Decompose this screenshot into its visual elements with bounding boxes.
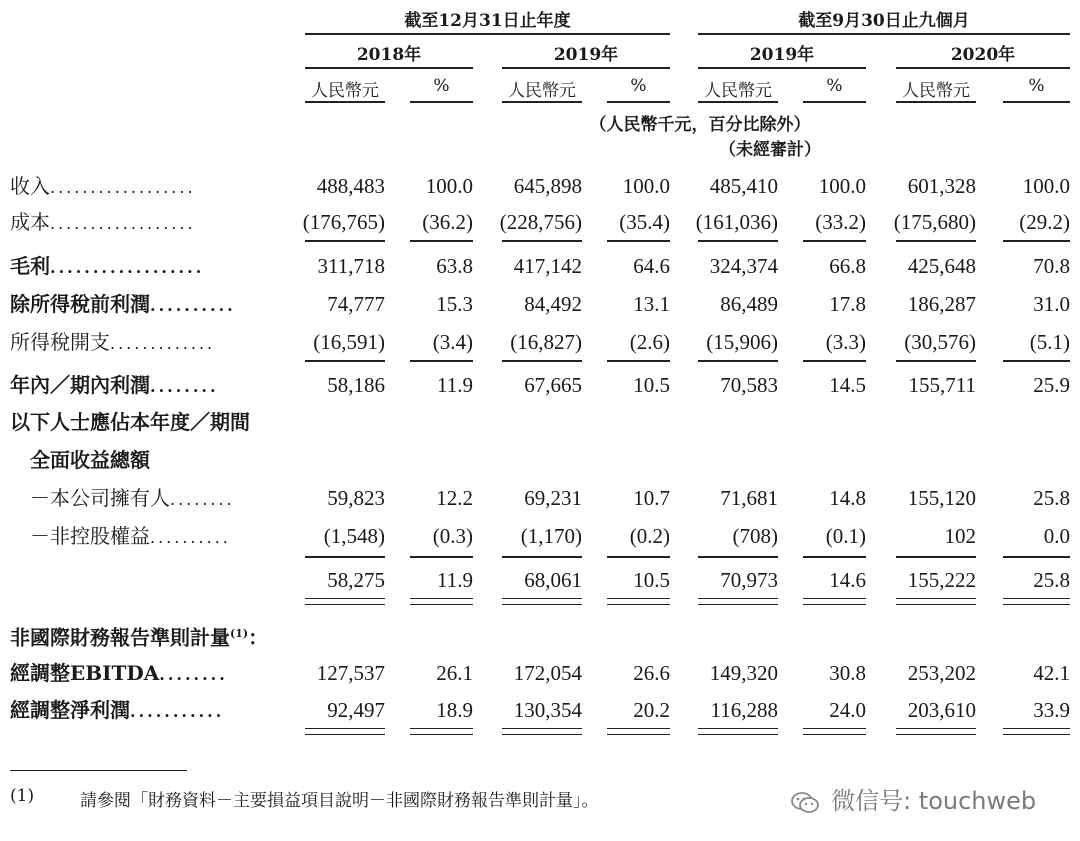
percent-cell: (0.1) — [825, 524, 866, 548]
subtotal-rule — [502, 360, 582, 362]
watermark-text: 微信号: touchweb — [831, 787, 1037, 815]
table-row — [0, 405, 1080, 439]
percent-cell: 26.6 — [633, 661, 670, 685]
percent-cell: (5.1) — [1029, 330, 1070, 354]
row-label-text: 年內／期內利潤 — [10, 373, 150, 397]
subtotal-rule — [803, 556, 866, 558]
subtotal-rule — [896, 240, 976, 242]
total-double-rule — [803, 728, 866, 735]
total-double-rule — [410, 598, 473, 605]
wechat-icon — [790, 790, 820, 820]
row-label-text: －非控股權益 — [10, 524, 150, 548]
currency-header: 人民幣元 — [508, 81, 576, 101]
subtotal-rule — [607, 240, 670, 242]
footnote-text: 請參閱「財務資料－主要損益項目說明－非國際財務報告準則計量」。 — [80, 791, 599, 811]
percent-cell: 42.1 — [1033, 661, 1070, 685]
total-double-rule — [1003, 598, 1070, 605]
sub-rule — [410, 101, 473, 103]
sub-rule — [607, 101, 670, 103]
row-label-text: 除所得稅前利潤 — [10, 292, 150, 316]
percent-header: % — [630, 76, 647, 96]
table-row — [0, 693, 1080, 727]
amount-cell: 149,320 — [709, 661, 778, 685]
subtotal-rule — [607, 556, 670, 558]
total-double-rule — [502, 598, 582, 605]
percent-cell: 70.8 — [1033, 254, 1070, 278]
total-double-rule — [803, 598, 866, 605]
percent-cell: (0.3) — [432, 524, 473, 548]
percent-cell: (2.6) — [629, 330, 670, 354]
amount-cell: (1,170) — [520, 524, 582, 548]
percent-cell: 100.0 — [818, 174, 866, 198]
percent-cell: 64.6 — [633, 254, 670, 278]
amount-cell: 324,374 — [709, 254, 778, 278]
sub-rule — [803, 101, 866, 103]
year-header-2020: 2020年 — [950, 45, 1016, 65]
header-group-nine-months: 截至9月30日止九個月 — [798, 11, 970, 31]
row-label — [10, 519, 231, 555]
subtotal-rule — [502, 240, 582, 242]
subtotal-rule — [305, 556, 385, 558]
subtotal-rule — [305, 240, 385, 242]
total-double-rule — [698, 728, 778, 735]
row-label — [10, 249, 204, 285]
year-header-2019a: 2019年 — [553, 45, 619, 65]
percent-cell: 33.9 — [1033, 698, 1070, 722]
percent-cell: 12.2 — [436, 486, 473, 510]
amount-cell: (176,765) — [302, 210, 385, 234]
currency-header: 人民幣元 — [311, 81, 379, 101]
leader-dots: .................. — [50, 178, 196, 197]
amount-cell: 155,711 — [908, 373, 976, 397]
row-label — [10, 405, 250, 439]
total-double-rule — [896, 598, 976, 605]
percent-cell: 63.8 — [436, 254, 473, 278]
subtotal-rule — [410, 556, 473, 558]
amount-cell: 68,061 — [524, 568, 582, 592]
subtotal-rule — [896, 360, 976, 362]
table-row — [0, 563, 1080, 597]
amount-cell: (15,906) — [706, 330, 778, 354]
percent-cell: 10.5 — [633, 568, 670, 592]
amount-cell: 417,142 — [513, 254, 582, 278]
amount-cell: 70,973 — [720, 568, 778, 592]
percent-cell: 18.9 — [436, 698, 473, 722]
subtotal-rule — [803, 240, 866, 242]
amount-cell: 58,275 — [327, 568, 385, 592]
subtotal-rule — [698, 556, 778, 558]
amount-cell: 59,823 — [327, 486, 385, 510]
row-label — [10, 368, 219, 404]
percent-cell: 20.2 — [633, 698, 670, 722]
sub-rule — [1003, 101, 1070, 103]
row-label — [10, 481, 235, 517]
table-row — [0, 519, 1080, 553]
row-label-text: 非國際財務報告準則計量 — [10, 625, 230, 650]
amount-cell: 70,583 — [720, 373, 778, 397]
total-double-rule — [1003, 728, 1070, 735]
watermark — [790, 781, 1036, 820]
row-label — [10, 693, 224, 729]
year-header-2018: 2018年 — [356, 45, 422, 65]
amount-cell: 71,681 — [720, 486, 778, 510]
amount-cell: 74,777 — [327, 292, 385, 316]
sub-rule — [305, 101, 385, 103]
row-label-text: 所得稅開支 — [10, 330, 110, 354]
percent-cell: (36.2) — [422, 210, 473, 234]
leader-dots: ........ — [170, 490, 235, 509]
leader-dots: .................. — [50, 214, 196, 233]
amount-cell: 645,898 — [513, 174, 582, 198]
percent-cell: 100.0 — [622, 174, 670, 198]
header-group-year-ended: 截至12月31日止年度 — [404, 11, 571, 31]
percent-cell: (33.2) — [815, 210, 866, 234]
amount-cell: (30,576) — [904, 330, 976, 354]
percent-cell: 31.0 — [1033, 292, 1070, 316]
currency-header: 人民幣元 — [704, 81, 772, 101]
total-double-rule — [698, 598, 778, 605]
amount-cell: 203,610 — [907, 698, 976, 722]
total-double-rule — [410, 728, 473, 735]
percent-cell: 15.3 — [436, 292, 473, 316]
footnote-rule — [10, 770, 187, 771]
subtotal-rule — [803, 360, 866, 362]
footnote-marker: (1) — [10, 786, 35, 806]
subtotal-rule — [698, 360, 778, 362]
row-label-suffix: ： — [248, 625, 269, 650]
percent-cell: (29.2) — [1019, 210, 1070, 234]
amount-cell: 116,288 — [710, 698, 778, 722]
row-label — [10, 287, 236, 323]
percent-cell: 13.1 — [633, 292, 670, 316]
table-row — [0, 287, 1080, 321]
row-label — [10, 617, 268, 655]
amount-cell: 186,287 — [907, 292, 976, 316]
percent-header: % — [433, 76, 450, 96]
unaudited-note: （未經審計） — [719, 140, 821, 160]
group2-rule — [698, 33, 1070, 35]
table-row — [0, 368, 1080, 402]
total-double-rule — [305, 598, 385, 605]
percent-cell: 100.0 — [1022, 174, 1070, 198]
percent-cell: 11.9 — [437, 373, 473, 397]
percent-header: % — [1028, 76, 1045, 96]
amount-cell: 58,186 — [327, 373, 385, 397]
percent-cell: 0.0 — [1043, 524, 1070, 548]
amount-cell: 69,231 — [524, 486, 582, 510]
subtotal-rule — [607, 360, 670, 362]
table-row — [0, 249, 1080, 283]
sub-rule — [698, 101, 778, 103]
percent-cell: 100.0 — [425, 174, 473, 198]
row-label-text: 經調整淨利潤 — [10, 698, 130, 722]
currency-header: 人民幣元 — [902, 81, 970, 101]
table-row — [0, 656, 1080, 690]
subtotal-rule — [1003, 240, 1070, 242]
amount-cell: 127,537 — [316, 661, 385, 685]
table-row — [0, 481, 1080, 515]
amount-cell: 67,665 — [524, 373, 582, 397]
row-label-text: －本公司擁有人 — [10, 486, 170, 510]
percent-cell: 66.8 — [829, 254, 866, 278]
amount-cell: (228,756) — [499, 210, 582, 234]
total-double-rule — [607, 598, 670, 605]
amount-cell: (175,680) — [893, 210, 976, 234]
row-label-text: 成本 — [10, 210, 50, 234]
unit-note: （人民幣千元，百分比除外） — [589, 115, 811, 135]
amount-cell: 488,483 — [316, 174, 385, 198]
footnote-ref: (1) — [230, 627, 249, 640]
percent-cell: (0.2) — [629, 524, 670, 548]
year-header-2019b: 2019年 — [749, 45, 815, 65]
percent-cell: (3.3) — [825, 330, 866, 354]
amount-cell: 485,410 — [709, 174, 778, 198]
percent-cell: 14.6 — [829, 568, 866, 592]
percent-cell: 10.5 — [633, 373, 670, 397]
row-label — [10, 656, 228, 692]
row-label-text: 毛利 — [10, 254, 50, 278]
leader-dots: ........ — [150, 377, 219, 396]
percent-cell: 17.8 — [829, 292, 866, 316]
year-rule-2020 — [896, 67, 1070, 69]
row-label — [10, 205, 196, 241]
sub-rule — [896, 101, 976, 103]
amount-cell: 601,328 — [907, 174, 976, 198]
row-label-text: 以下人士應佔本年度／期間 — [10, 410, 250, 434]
amount-cell: (708) — [732, 524, 778, 548]
amount-cell: 86,489 — [720, 292, 778, 316]
leader-dots: .................. — [50, 258, 205, 277]
percent-cell: 30.8 — [829, 661, 866, 685]
percent-cell: 25.8 — [1033, 486, 1070, 510]
percent-cell: (3.4) — [432, 330, 473, 354]
group1-rule — [305, 33, 670, 35]
table-row — [0, 443, 1080, 477]
amount-cell: (16,827) — [510, 330, 582, 354]
amount-cell: 172,054 — [513, 661, 582, 685]
amount-cell: (161,036) — [695, 210, 778, 234]
subtotal-rule — [410, 360, 473, 362]
percent-cell: 14.5 — [829, 373, 866, 397]
percent-cell: 25.8 — [1033, 568, 1070, 592]
total-double-rule — [502, 728, 582, 735]
amount-cell: 155,222 — [907, 568, 976, 592]
percent-cell: 14.8 — [829, 486, 866, 510]
amount-cell: (1,548) — [323, 524, 385, 548]
amount-cell: 102 — [944, 524, 976, 548]
subtotal-rule — [698, 240, 778, 242]
subtotal-rule — [1003, 556, 1070, 558]
leader-dots: .......... — [150, 296, 236, 315]
row-label-text: 經調整EBITDA — [10, 661, 160, 685]
amount-cell: 130,354 — [513, 698, 582, 722]
percent-cell: 24.0 — [829, 698, 866, 722]
percent-cell: 11.9 — [437, 568, 473, 592]
subtotal-rule — [896, 556, 976, 558]
total-double-rule — [896, 728, 976, 735]
leader-dots: ............. — [110, 334, 216, 353]
row-label-text: 收入 — [10, 174, 50, 198]
leader-dots: ........... — [130, 702, 225, 721]
row-label — [10, 443, 150, 477]
total-double-rule — [607, 728, 670, 735]
year-rule-2018 — [305, 67, 473, 69]
percent-cell: 10.7 — [633, 486, 670, 510]
amount-cell: 155,120 — [907, 486, 976, 510]
leader-dots: .......... — [150, 528, 231, 547]
amount-cell: (16,591) — [313, 330, 385, 354]
subtotal-rule — [502, 556, 582, 558]
amount-cell: 92,497 — [327, 698, 385, 722]
percent-cell: (35.4) — [619, 210, 670, 234]
subtotal-rule — [1003, 360, 1070, 362]
percent-cell: 26.1 — [436, 661, 473, 685]
row-label — [10, 169, 196, 205]
table-row — [0, 205, 1080, 239]
amount-cell: 84,492 — [524, 292, 582, 316]
year-rule-2019b — [698, 67, 866, 69]
leader-dots: ........ — [159, 665, 228, 684]
amount-cell: 311,718 — [317, 254, 385, 278]
table-row — [0, 325, 1080, 359]
row-label — [10, 325, 215, 361]
percent-cell: 25.9 — [1033, 373, 1070, 397]
year-rule-2019a — [502, 67, 670, 69]
percent-header: % — [826, 76, 843, 96]
subtotal-rule — [410, 240, 473, 242]
table-row — [0, 169, 1080, 203]
sub-rule — [502, 101, 582, 103]
table-row — [0, 617, 1080, 651]
row-label-text: 全面收益總額 — [10, 448, 150, 472]
amount-cell: 253,202 — [907, 661, 976, 685]
amount-cell: 425,648 — [907, 254, 976, 278]
subtotal-rule — [305, 360, 385, 362]
total-double-rule — [305, 728, 385, 735]
